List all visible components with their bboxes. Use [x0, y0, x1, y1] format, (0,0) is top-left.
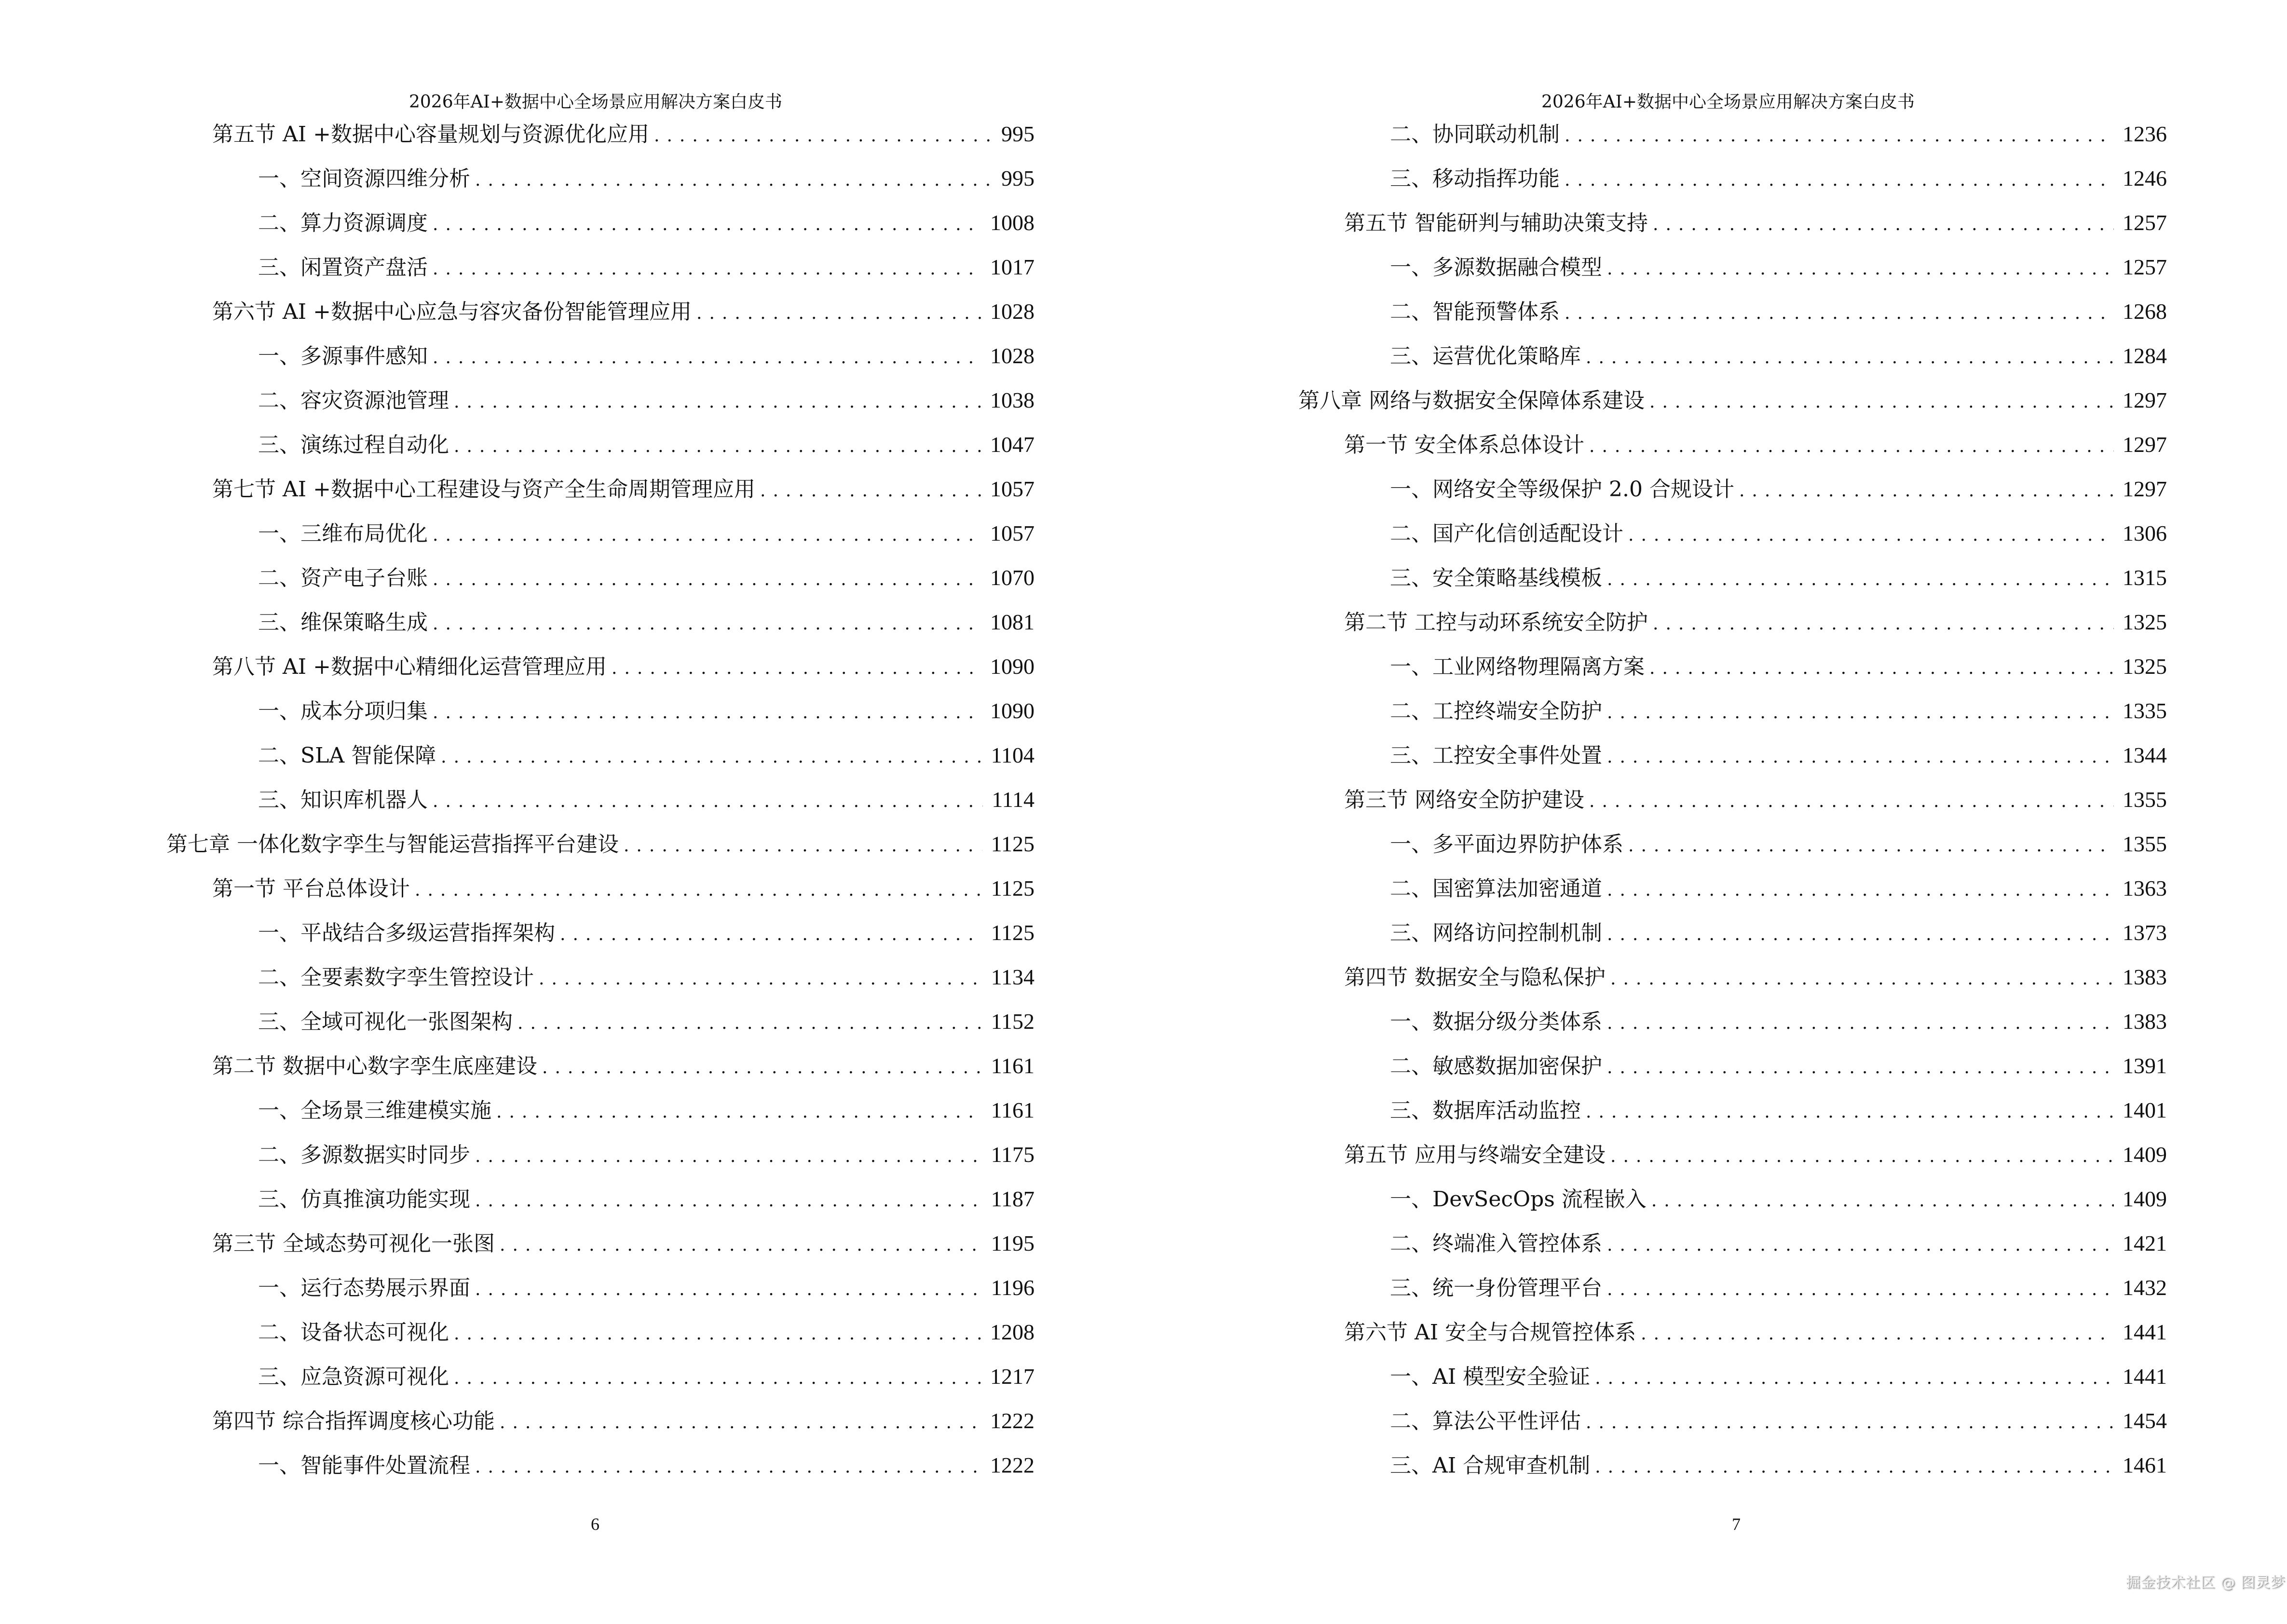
toc-entry-page: 1284	[2123, 343, 2167, 368]
toc-entry-page: 1383	[2123, 965, 2167, 989]
toc-entry-title: 二、国产化信创适配设计	[1390, 521, 1623, 546]
dot-leader	[433, 611, 981, 638]
dot-leader	[475, 1454, 981, 1481]
toc-entry[interactable]	[1344, 786, 2167, 813]
toc-entry[interactable]	[1344, 1319, 2167, 1346]
toc-entry-page: 1017	[990, 255, 1035, 279]
toc-entry[interactable]	[258, 431, 1035, 458]
toc-entry[interactable]	[1390, 520, 2167, 547]
toc-entry-page: 1421	[2123, 1231, 2167, 1256]
toc-entry-title: 三、统一身份管理平台	[1390, 1276, 1602, 1300]
toc-entry[interactable]	[258, 342, 1035, 369]
toc-entry-page: 1236	[2123, 122, 2167, 146]
toc-entry-title: 二、终端准入管控体系	[1390, 1231, 1602, 1256]
dot-leader	[433, 344, 981, 371]
toc-entry[interactable]	[1390, 742, 2167, 769]
toc-entry-page: 1175	[991, 1142, 1035, 1167]
toc-entry[interactable]	[1390, 476, 2167, 503]
toc-entry-page: 1125	[991, 920, 1035, 945]
dot-leader	[1607, 256, 2114, 283]
toc-entry[interactable]	[212, 1052, 1035, 1079]
toc-entry-page: 1306	[2123, 521, 2167, 546]
dot-leader	[1607, 1054, 2114, 1081]
toc-entry-title: 第七章 一体化数字孪生与智能运营指挥平台建设	[166, 832, 619, 857]
dot-leader	[1641, 1321, 2114, 1348]
toc-entry-title: 第五节 AI +数据中心容量规划与资源优化应用	[212, 122, 649, 147]
toc-entry-page: 1383	[2123, 1009, 2167, 1034]
toc-entry[interactable]	[1390, 121, 2167, 148]
toc-entry-page: 1196	[991, 1275, 1035, 1300]
toc-entry-page: 1441	[2123, 1320, 2167, 1344]
toc-entry[interactable]	[1390, 1407, 2167, 1434]
toc-entry[interactable]	[1390, 1230, 2167, 1257]
toc-entry-page: 1344	[2123, 743, 2167, 767]
toc-entry-page: 1028	[990, 299, 1035, 324]
toc-entry-page: 1297	[2123, 388, 2167, 412]
dot-leader	[1607, 877, 2114, 904]
toc-entry-title: 一、全场景三维建模实施	[258, 1098, 491, 1123]
page-number: 7	[1732, 1515, 1741, 1534]
toc-entry-title: 第四节 综合指挥调度核心功能	[212, 1409, 495, 1433]
toc-entry-page: 1315	[2123, 565, 2167, 590]
dot-leader	[696, 300, 981, 327]
toc-entry[interactable]	[258, 209, 1035, 236]
toc-entry[interactable]	[258, 609, 1035, 636]
toc-entry-title: 一、工业网络物理隔离方案	[1390, 655, 1645, 679]
toc-entry[interactable]	[258, 1363, 1035, 1390]
toc-entry[interactable]	[1390, 254, 2167, 281]
toc-entry-title: 一、运行态势展示界面	[258, 1276, 470, 1300]
dot-leader	[475, 1187, 982, 1215]
toc-entry-page: 1195	[991, 1231, 1035, 1256]
toc-entry-title: 第七节 AI +数据中心工程建设与资产全生命周期管理应用	[212, 477, 755, 502]
toc-entry[interactable]	[1390, 653, 2167, 680]
toc-entry-title: 二、算力资源调度	[258, 211, 428, 235]
dot-leader	[1586, 344, 2114, 371]
watermark: 掘金技术社区 @ 图灵梦	[2126, 1574, 2286, 1591]
toc-entry[interactable]	[1344, 431, 2167, 458]
toc-entry[interactable]	[258, 254, 1035, 281]
toc-entry-page: 995	[1001, 166, 1035, 191]
toc-entry-title: 二、算法公平性评估	[1390, 1409, 1581, 1433]
dot-leader	[1653, 211, 2114, 238]
toc-entry-title: 三、演练过程自动化	[258, 433, 449, 457]
toc-entry-page: 995	[1001, 122, 1035, 146]
dot-leader	[760, 478, 981, 505]
toc-entry-title: 第五节 智能研判与辅助决策支持	[1344, 211, 1648, 235]
toc-entry-page: 1373	[2123, 920, 2167, 945]
toc-entry[interactable]	[1390, 1274, 2167, 1301]
toc-entry[interactable]	[258, 1141, 1035, 1168]
toc-entry-page: 1038	[990, 388, 1035, 412]
toc-entry-page: 1081	[990, 610, 1035, 634]
toc-entry-page: 1047	[990, 432, 1035, 457]
dot-leader	[1607, 566, 2114, 593]
toc-entry[interactable]	[258, 1319, 1035, 1346]
toc-entry-page: 1297	[2123, 432, 2167, 457]
dot-leader	[1586, 1409, 2114, 1436]
dot-leader	[560, 921, 982, 948]
dot-leader	[454, 1321, 981, 1348]
toc-entry[interactable]	[258, 387, 1035, 414]
toc-entry-title: 一、DevSecOps 流程嵌入	[1390, 1187, 1647, 1212]
toc-entry-page: 1268	[2123, 299, 2167, 324]
toc-entry-page: 1441	[2123, 1364, 2167, 1389]
toc-entry-title: 第一节 安全体系总体设计	[1344, 433, 1584, 457]
toc-entry-title: 第二节 数据中心数字孪生底座建设	[212, 1054, 537, 1078]
toc-entry[interactable]	[258, 919, 1035, 946]
toc-entry-title: 三、运营优化策略库	[1390, 344, 1581, 368]
dot-leader	[454, 433, 981, 460]
toc-entry-title: 三、应急资源可视化	[258, 1365, 449, 1389]
toc-entry-title: 二、智能预警体系	[1390, 300, 1560, 324]
dot-leader	[654, 123, 993, 150]
toc-entry-page: 1355	[2123, 832, 2167, 856]
toc-entry-page: 1104	[991, 743, 1035, 767]
toc-entry-title: 三、工控安全事件处置	[1390, 743, 1602, 768]
toc-entry-page: 1325	[2123, 654, 2167, 679]
dot-leader	[433, 699, 981, 726]
toc-entry-page: 1325	[2123, 610, 2167, 634]
toc-entry-title: 二、SLA 智能保障	[258, 743, 436, 768]
toc-entry-title: 第八章 网络与数据安全保障体系建设	[1298, 388, 1645, 413]
toc-entry-title: 一、智能事件处置流程	[258, 1453, 470, 1478]
toc-entry-title: 一、数据分级分类体系	[1390, 1010, 1602, 1034]
toc-entry-page: 1187	[991, 1187, 1035, 1211]
toc-entry[interactable]	[258, 1186, 1035, 1213]
toc-entry[interactable]	[258, 1274, 1035, 1301]
toc-entry[interactable]	[212, 476, 1035, 503]
dot-leader	[1649, 389, 2114, 416]
toc-entry[interactable]	[1344, 1141, 2167, 1168]
toc-entry-page: 1246	[2123, 166, 2167, 191]
dot-leader	[1607, 1010, 2114, 1037]
toc-entry-title: 二、国密算法加密通道	[1390, 876, 1602, 901]
toc-entry-title: 第八节 AI +数据中心精细化运营管理应用	[212, 655, 607, 679]
toc-entry-page: 1090	[990, 698, 1035, 723]
toc-entry-page: 1222	[990, 1408, 1035, 1433]
dot-leader	[517, 1010, 982, 1037]
toc-entry[interactable]	[1390, 697, 2167, 724]
toc-entry-page: 1161	[991, 1053, 1035, 1078]
toc-entry-title: 二、工控终端安全防护	[1390, 699, 1602, 723]
toc-entry[interactable]	[258, 697, 1035, 724]
toc-entry[interactable]	[212, 1407, 1035, 1434]
toc-entry[interactable]	[258, 742, 1035, 769]
toc-entry-title: 第六节 AI +数据中心应急与容灾备份智能管理应用	[212, 300, 692, 324]
toc-entry-title: 二、敏感数据加密保护	[1390, 1054, 1602, 1078]
toc-entry-page: 1454	[2123, 1408, 2167, 1433]
toc-entry-title: 三、全域可视化一张图架构	[258, 1010, 513, 1034]
toc-entry-page: 1134	[991, 965, 1035, 989]
toc-entry[interactable]	[1390, 919, 2167, 946]
toc-entry[interactable]	[1390, 1452, 2167, 1479]
dot-leader	[1739, 478, 2114, 505]
dot-leader	[1607, 699, 2114, 726]
toc-entry[interactable]	[1390, 875, 2167, 902]
toc-entry-page: 1297	[2123, 477, 2167, 501]
toc-entry-page: 1028	[990, 343, 1035, 368]
toc-list	[1144, 0, 2287, 1624]
toc-entry-page: 1432	[2123, 1275, 2167, 1300]
dot-leader	[415, 877, 982, 904]
toc-entry-title: 一、多源数据融合模型	[1390, 255, 1602, 280]
toc-entry[interactable]	[1344, 609, 2167, 636]
dot-leader	[1595, 1454, 2114, 1481]
toc-entry-page: 1355	[2123, 787, 2167, 812]
toc-entry-title: 三、知识库机器人	[258, 788, 428, 812]
dot-leader	[496, 1099, 982, 1126]
toc-entry[interactable]	[1344, 964, 2167, 991]
toc-entry-page: 1057	[990, 477, 1035, 501]
toc-entry[interactable]	[1390, 1363, 2167, 1390]
toc-entry-title: 第三节 全域态势可视化一张图	[212, 1231, 495, 1256]
toc-entry-title: 二、容灾资源池管理	[258, 388, 449, 413]
toc-entry-page: 1409	[2123, 1142, 2167, 1167]
dot-leader	[433, 788, 983, 815]
toc-entry-title: 一、AI 模型安全验证	[1390, 1365, 1591, 1389]
dot-leader	[1607, 1232, 2114, 1259]
toc-entry[interactable]	[1390, 1097, 2167, 1124]
toc-entry-page: 1161	[991, 1098, 1035, 1122]
toc-entry-title: 二、全要素数字孪生管控设计	[258, 965, 534, 990]
dot-leader	[1565, 123, 2114, 150]
toc-entry-page: 1461	[2123, 1453, 2167, 1477]
toc-entry-title: 三、移动指挥功能	[1390, 166, 1560, 191]
toc-entry[interactable]	[166, 831, 1035, 858]
toc-entry-title: 一、网络安全等级保护 2.0 合规设计	[1390, 477, 1734, 502]
toc-entry-title: 三、AI 合规审查机制	[1390, 1453, 1591, 1478]
dot-leader	[1653, 611, 2114, 638]
toc-entry[interactable]	[258, 786, 1035, 813]
dot-leader	[500, 1232, 982, 1259]
toc-entry[interactable]	[258, 1452, 1035, 1479]
toc-entry[interactable]	[258, 564, 1035, 591]
dot-leader	[1610, 966, 2114, 993]
toc-entry[interactable]	[258, 165, 1035, 192]
dot-leader	[1628, 522, 2114, 549]
dot-leader	[1610, 1143, 2114, 1170]
toc-entry-title: 第六节 AI 安全与合规管控体系	[1344, 1320, 1636, 1345]
toc-entry-page: 1217	[990, 1364, 1035, 1389]
page-number: 6	[591, 1515, 599, 1534]
dot-leader	[441, 744, 982, 771]
dot-leader	[1586, 1099, 2114, 1126]
toc-entry-page: 1401	[2123, 1098, 2167, 1122]
toc-entry[interactable]	[1390, 298, 2167, 325]
toc-entry-title: 第二节 工控与动环系统安全防护	[1344, 610, 1648, 635]
toc-entry-title: 二、多源数据实时同步	[258, 1143, 470, 1167]
toc-entry-title: 三、安全策略基线模板	[1390, 566, 1602, 590]
dot-leader	[1565, 167, 2114, 194]
running-header: 2026年AI+数据中心全场景应用解决方案白皮书	[1541, 92, 1915, 112]
toc-entry-page: 1335	[2123, 698, 2167, 723]
dot-leader	[612, 655, 981, 682]
toc-entry[interactable]	[212, 121, 1035, 148]
toc-entry-title: 三、维保策略生成	[258, 610, 428, 635]
toc-entry[interactable]	[212, 1230, 1035, 1257]
toc-entry[interactable]	[212, 653, 1035, 680]
toc-entry[interactable]	[1390, 564, 2167, 591]
toc-entry-title: 一、三维布局优化	[258, 521, 428, 546]
dot-leader	[1595, 1365, 2114, 1392]
toc-entry[interactable]	[258, 1097, 1035, 1124]
toc-entry-page: 1090	[990, 654, 1035, 679]
toc-entry[interactable]	[1298, 387, 2167, 414]
toc-entry[interactable]	[1390, 831, 2167, 858]
toc-entry[interactable]	[1344, 209, 2167, 236]
toc-entry-title: 第三节 网络安全防护建设	[1344, 788, 1584, 812]
toc-entry-title: 一、空间资源四维分析	[258, 166, 470, 191]
toc-entry[interactable]	[258, 1008, 1035, 1035]
toc-entry-title: 三、网络访问控制机制	[1390, 921, 1602, 945]
toc-entry-title: 第五节 应用与终端安全建设	[1344, 1143, 1606, 1167]
toc-entry-title: 一、多平面边界防护体系	[1390, 832, 1623, 857]
running-header: 2026年AI+数据中心全场景应用解决方案白皮书	[408, 92, 783, 112]
toc-entry[interactable]	[1390, 1186, 2167, 1213]
dot-leader	[1607, 1276, 2114, 1303]
toc-entry-title: 一、平战结合多级运营指挥架构	[258, 921, 555, 945]
dot-leader	[433, 256, 981, 283]
toc-entry[interactable]	[1390, 1052, 2167, 1079]
toc-entry-page: 1222	[990, 1453, 1035, 1477]
toc-entry-title: 二、资产电子台账	[258, 566, 428, 590]
toc-entry-page: 1057	[990, 521, 1035, 546]
toc-entry[interactable]	[1390, 1008, 2167, 1035]
toc-entry-page: 1008	[990, 210, 1035, 235]
toc-entry-title: 一、多源事件感知	[258, 344, 428, 368]
dot-leader	[475, 1276, 982, 1303]
toc-entry[interactable]	[212, 298, 1035, 325]
right-page	[1144, 0, 2287, 1624]
dot-leader	[475, 167, 993, 194]
dot-leader	[500, 1409, 981, 1436]
dot-leader	[1565, 300, 2114, 327]
dot-leader	[1651, 1187, 2114, 1215]
toc-entry-page: 1208	[990, 1320, 1035, 1344]
dot-leader	[433, 211, 981, 238]
toc-entry-page: 1125	[991, 876, 1035, 901]
toc-entry-title: 第四节 数据安全与隐私保护	[1344, 965, 1606, 990]
toc-entry[interactable]	[212, 875, 1035, 902]
toc-entry-title: 第一节 平台总体设计	[212, 876, 410, 901]
dot-leader	[1649, 655, 2114, 682]
toc-entry[interactable]	[258, 520, 1035, 547]
toc-entry[interactable]	[1390, 342, 2167, 369]
toc-entry-title: 三、闲置资产盘活	[258, 255, 428, 280]
toc-entry-page: 1114	[992, 787, 1035, 812]
dot-leader	[539, 966, 982, 993]
toc-entry-page: 1070	[990, 565, 1035, 590]
toc-entry[interactable]	[258, 964, 1035, 991]
dot-leader	[1607, 921, 2114, 948]
toc-entry-page: 1363	[2123, 876, 2167, 901]
toc-entry-page: 1257	[2123, 255, 2167, 279]
dot-leader	[1607, 744, 2114, 771]
toc-entry-page: 1409	[2123, 1187, 2167, 1211]
toc-entry-title: 二、协同联动机制	[1390, 122, 1560, 147]
dot-leader	[433, 522, 981, 549]
dot-leader	[542, 1054, 982, 1081]
dot-leader	[454, 1365, 981, 1392]
dot-leader	[624, 832, 982, 860]
dot-leader	[433, 566, 981, 593]
toc-entry-page: 1152	[991, 1009, 1035, 1034]
toc-entry-title: 二、设备状态可视化	[258, 1320, 449, 1345]
dot-leader	[1589, 433, 2114, 460]
dot-leader	[1589, 788, 2114, 815]
dot-leader	[475, 1143, 982, 1170]
toc-entry-page: 1257	[2123, 210, 2167, 235]
toc-entry-page: 1391	[2123, 1053, 2167, 1078]
dot-leader	[1628, 832, 2114, 860]
toc-entry-title: 三、仿真推演功能实现	[258, 1187, 470, 1212]
toc-entry-title: 三、数据库活动监控	[1390, 1098, 1581, 1123]
dot-leader	[454, 389, 981, 416]
toc-entry-page: 1125	[991, 832, 1035, 856]
toc-entry[interactable]	[1390, 165, 2167, 192]
toc-entry-title: 一、成本分项归集	[258, 699, 428, 723]
